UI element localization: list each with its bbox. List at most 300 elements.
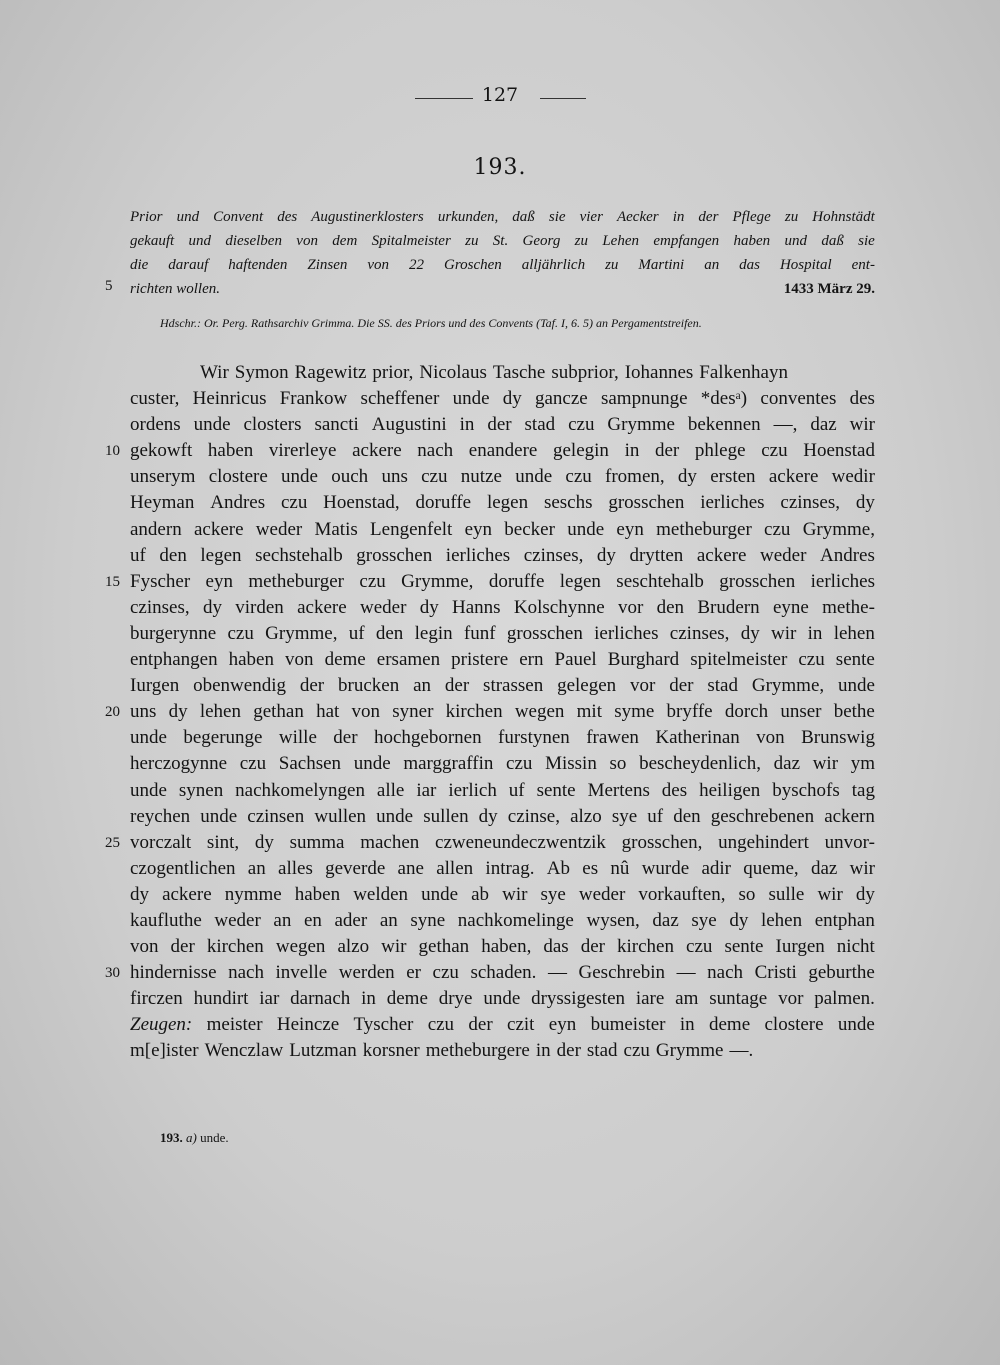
body-line (130, 490, 875, 516)
word: am (675, 988, 699, 1010)
word: czu (239, 753, 267, 775)
word: sente (536, 779, 576, 801)
word: ouch (331, 466, 369, 488)
word: unde (515, 466, 553, 488)
word: czu (568, 414, 595, 436)
word: brucken (338, 675, 400, 697)
word: weder (759, 544, 807, 566)
word: wedir (831, 466, 875, 488)
word: czinses, (130, 596, 190, 618)
word: ackere (696, 544, 747, 566)
word: daz (773, 753, 801, 775)
body-line (130, 856, 875, 882)
word: frawen (586, 727, 639, 749)
word: czweneundeczwentzik (435, 831, 606, 853)
word: Zeugen: (130, 1014, 193, 1036)
word: sulle (768, 883, 805, 905)
body-line (130, 1038, 875, 1064)
word: czu (432, 962, 459, 984)
word: hochgebornen (373, 727, 482, 749)
word: ym (850, 753, 875, 775)
word: unde (130, 727, 167, 749)
word: daz (810, 857, 838, 879)
word: closters (243, 414, 302, 436)
word: ierliches (810, 570, 875, 592)
word: der (655, 440, 680, 462)
word: es (582, 857, 599, 879)
word: des (661, 779, 688, 801)
word: Lehen (602, 233, 639, 249)
word: bekennen (687, 414, 761, 436)
word: Mertens (587, 779, 650, 801)
word: Grymme, (802, 518, 875, 540)
word: sancti (314, 414, 359, 436)
word: daz (652, 909, 679, 931)
word: dy (478, 805, 498, 827)
word: prior, (372, 362, 414, 383)
word: Iohannes (624, 362, 694, 383)
word: unde (421, 883, 459, 905)
word: haben (733, 233, 771, 249)
word: ackere (352, 440, 402, 462)
word: nach (228, 962, 264, 984)
word: der (580, 936, 605, 958)
word: schaden. (470, 962, 537, 984)
word: Katherinan (655, 727, 740, 749)
word: bethe (833, 701, 875, 723)
word: von (285, 649, 314, 671)
word: Heyman (130, 492, 195, 514)
word: metheburger (656, 518, 752, 540)
word: vorkauften, (638, 883, 726, 905)
word: alljährlich (521, 257, 586, 273)
word: Prior (130, 209, 163, 225)
word: unde (376, 805, 414, 827)
footnote-number: 193. (160, 1130, 183, 1145)
word: uf (348, 622, 365, 644)
body-line (130, 595, 875, 621)
word: iar (259, 988, 280, 1010)
word: Zinsen (307, 257, 348, 273)
word: unde (200, 805, 238, 827)
word: seschtehalb (616, 570, 704, 592)
header-rule-left (415, 98, 473, 99)
word: dem (332, 233, 358, 249)
word: deme (386, 988, 428, 1010)
word: und (784, 233, 807, 249)
word: dorch (724, 701, 769, 723)
word: ackere (297, 596, 347, 618)
word: unde (837, 1014, 875, 1036)
word: hundirt (193, 988, 249, 1010)
word: deme (708, 1014, 751, 1036)
word: an (247, 857, 266, 879)
word: phlege (694, 440, 746, 462)
word: czu (686, 936, 713, 958)
word: Frankow (279, 388, 348, 410)
word: in (807, 622, 823, 644)
word: iare (635, 988, 665, 1010)
word: deme (324, 649, 366, 671)
regest-line (130, 205, 875, 229)
word: uf (647, 805, 664, 827)
word: czinse, (507, 805, 560, 827)
word: Hohnstädt (812, 209, 875, 225)
word: Sachsen (278, 753, 342, 775)
word: gelegen (557, 675, 617, 697)
word: firczen (130, 988, 183, 1010)
word: in (624, 440, 640, 462)
word: dieselben (225, 233, 282, 249)
word: Missin (545, 753, 597, 775)
word: von (367, 257, 390, 273)
body-line (130, 517, 875, 543)
word: von (756, 727, 785, 749)
word: entphan (814, 909, 875, 931)
word: ierliches (445, 544, 511, 566)
word: darauf (168, 257, 209, 273)
word: czinses, (669, 622, 730, 644)
word: dy (419, 596, 439, 618)
line-number-marker: 20 (105, 704, 120, 721)
word: wegen (514, 701, 565, 723)
word: burgerynne (130, 622, 217, 644)
document-body (130, 360, 875, 1065)
word: so (609, 753, 627, 775)
word: nymme (224, 883, 282, 905)
word: weder (255, 518, 303, 540)
word: czu (280, 492, 308, 514)
word: Falkenhayn (699, 362, 788, 383)
word: czu (359, 570, 386, 592)
word: Ab (546, 857, 571, 879)
word: an (704, 257, 720, 273)
word: legen (200, 544, 242, 566)
word: ierliches (700, 492, 765, 514)
body-line (130, 725, 875, 751)
word: czu (761, 440, 788, 462)
word: uns (130, 701, 157, 723)
word: weder (214, 909, 261, 931)
word: nachkomelyngen (235, 779, 365, 801)
word: legin (414, 622, 453, 644)
body-line (130, 804, 875, 830)
word: wir (849, 857, 875, 879)
word: wir (502, 883, 528, 905)
word: obenwendig (193, 675, 286, 697)
word: sie (858, 233, 875, 249)
word: dryssigesten (531, 988, 626, 1010)
word: dy (855, 492, 875, 514)
word: mit (576, 701, 602, 723)
word: — (676, 962, 696, 984)
word: eyn (464, 518, 493, 540)
word: czu (764, 518, 791, 540)
word: grosschen, (621, 831, 703, 853)
word: Andres (819, 544, 875, 566)
word: dy (740, 622, 760, 644)
body-line (130, 360, 875, 386)
word: meister (206, 1014, 263, 1036)
word: vor (630, 675, 656, 697)
word: wir (771, 622, 797, 644)
word: virerleye (268, 440, 337, 462)
word: funf (463, 622, 496, 644)
word: daz (810, 414, 837, 436)
word: suntage (709, 988, 768, 1010)
word: zu (784, 209, 799, 225)
word: seschs (543, 492, 593, 514)
word: Grymme (607, 414, 675, 436)
word: bryffe (666, 701, 713, 723)
word: Ragewitz (294, 362, 367, 383)
word: stad (707, 675, 738, 697)
word: becker (504, 518, 555, 540)
body-line (130, 960, 875, 986)
body-line (130, 647, 875, 673)
word: unde (193, 414, 231, 436)
word: haben, (481, 936, 532, 958)
word: haben (294, 883, 341, 905)
body-line (130, 621, 875, 647)
word: ordens (130, 414, 181, 436)
document-date: 1433 März 29. (783, 281, 875, 297)
body-line (130, 543, 875, 569)
word: an (379, 909, 398, 931)
footnote (160, 1130, 229, 1146)
word: —, (773, 414, 798, 436)
word: ane (397, 857, 424, 879)
word: und (188, 233, 211, 249)
word: czu (623, 1040, 650, 1062)
regest-line (130, 229, 875, 253)
word: dy (729, 909, 749, 931)
word: Wir (200, 362, 229, 383)
word: *desᵃ) (700, 388, 748, 410)
body-line (130, 778, 875, 804)
word: unser (780, 701, 822, 723)
word: Martini (638, 257, 685, 273)
word: sye (611, 805, 638, 827)
word: dy (202, 596, 222, 618)
word: spitelmeister (690, 649, 788, 671)
word: gancze (535, 388, 588, 410)
word: sullen (423, 805, 469, 827)
word: ungehindert (718, 831, 809, 853)
word: metheburger (248, 570, 345, 592)
word: grosschen (719, 570, 796, 592)
word: herczogynne (130, 753, 228, 775)
word: alle (376, 779, 405, 801)
word: Tasche (492, 362, 546, 383)
word: uf (508, 779, 525, 801)
word: enandere (468, 440, 538, 462)
word: Hoenstad (803, 440, 875, 462)
word: wir (849, 414, 875, 436)
word: Kolschynne (513, 596, 605, 618)
word: allen (436, 857, 474, 879)
word: haben (228, 649, 274, 671)
word: zu (465, 233, 479, 249)
word: marggraffin (403, 753, 494, 775)
footnote-text: unde. (200, 1130, 229, 1145)
word: der (698, 209, 719, 225)
word: Wenczlaw (204, 1040, 284, 1062)
word: byschofs (772, 779, 840, 801)
word: drye (438, 988, 473, 1010)
body-line (130, 1012, 875, 1038)
word: sente (835, 649, 875, 671)
body-line (130, 438, 875, 464)
word: strassen (483, 675, 544, 697)
word: korsner (362, 1040, 420, 1062)
word: conventes (760, 388, 837, 410)
word: en (303, 909, 322, 931)
word: der (468, 1014, 493, 1036)
word: adir (701, 857, 731, 879)
word: vor (778, 988, 804, 1010)
word: Pflege (732, 209, 771, 225)
body-line (130, 830, 875, 856)
word: bumeister (590, 1014, 666, 1036)
word: unde (281, 466, 318, 488)
word: Heinricus (192, 388, 267, 410)
word: der (556, 1040, 581, 1062)
word: synen (178, 779, 224, 801)
word: Tyscher (353, 1014, 414, 1036)
word: kaufluthe (130, 909, 202, 931)
word: Augustinerklosters (311, 209, 424, 225)
word: Grymme, (265, 622, 338, 644)
word: geburthe (808, 962, 875, 984)
word: nicht (836, 936, 875, 958)
word: ader (334, 909, 368, 931)
line-number-marker: 10 (105, 443, 120, 460)
word: Hoenstad, (323, 492, 400, 514)
word: 22 (409, 257, 425, 273)
word: werden (338, 962, 395, 984)
word: in (535, 1040, 551, 1062)
word: ackere (162, 883, 212, 905)
word: czinsen (247, 805, 305, 827)
word: czinses, (523, 544, 584, 566)
word: sie (548, 209, 566, 225)
word: wurde (641, 857, 690, 879)
word: alles (278, 857, 313, 879)
word: das (739, 257, 760, 273)
word: ern (519, 649, 544, 671)
word: sye (540, 883, 566, 905)
word: Grymme (655, 1040, 724, 1062)
word: —. (729, 1040, 754, 1062)
word: nach (707, 962, 744, 984)
word: grosschen (608, 492, 685, 514)
source-note: Hdschr.: Or. Perg. Rathsarchiv Grimma. Die SS. des Priors und des Convents (Taf. I, 6. 5) an Pergamentstreifen. (160, 316, 702, 330)
word: der (444, 675, 470, 697)
word: czu (421, 466, 448, 488)
word: den (375, 622, 404, 644)
word: vor (617, 596, 644, 618)
word: den (673, 805, 701, 827)
word: lehen (199, 701, 241, 723)
word: summa (289, 831, 345, 853)
word: weder (578, 883, 626, 905)
body-line (130, 569, 875, 595)
word: der (669, 675, 694, 697)
word: dy (855, 883, 875, 905)
word: zu (605, 257, 619, 273)
word: darnach (290, 988, 351, 1010)
word: kirchen (617, 936, 674, 958)
word: wille (278, 727, 317, 749)
regest-line: richten wollen. (130, 281, 220, 297)
word: von (296, 233, 318, 249)
word: clostere (208, 466, 268, 488)
word: in (361, 988, 376, 1010)
word: fromen, (605, 466, 665, 488)
word: unde (838, 675, 875, 697)
word: sampnunge (600, 388, 688, 410)
word: clostere (764, 1014, 824, 1036)
word: geschrebenen (710, 805, 815, 827)
word: empfangen (653, 233, 720, 249)
word: vorczalt (130, 831, 192, 853)
word: nach (417, 440, 454, 462)
word: Matis (314, 518, 358, 540)
word: sye (691, 909, 717, 931)
word: kirchen (206, 936, 264, 958)
word: Cristi (754, 962, 797, 984)
word: Nicolaus (419, 362, 487, 383)
word: Grymme, (401, 570, 474, 592)
body-line (130, 934, 875, 960)
word: m[e]ister (130, 1040, 199, 1062)
word: czogentlichen (130, 857, 236, 879)
regest (130, 205, 875, 301)
word: von (351, 701, 381, 723)
word: tag (851, 779, 875, 801)
word: gekauft (130, 233, 175, 249)
word: unde (483, 988, 521, 1010)
word: eyn (205, 570, 233, 592)
word: ackern (824, 805, 875, 827)
word: ent- (851, 257, 875, 273)
word: begerunge (183, 727, 263, 749)
word: und (176, 209, 200, 225)
body-line (130, 386, 875, 412)
word: Symon (234, 362, 289, 383)
word: daß (821, 233, 844, 249)
word: iar (416, 779, 437, 801)
word: Burghard (607, 649, 680, 671)
word: grosschen (506, 622, 583, 644)
word: wullen (314, 805, 367, 827)
word: andern (130, 518, 182, 540)
word: hindernisse (130, 962, 217, 984)
word: czu (427, 1014, 455, 1036)
word: die (130, 257, 149, 273)
word: Convent (213, 209, 264, 225)
word: bescheydenlich, (639, 753, 761, 775)
word: — (547, 962, 567, 984)
word: in (672, 209, 685, 225)
word: lehen (760, 909, 803, 931)
word: Aecker (616, 209, 659, 225)
word: Iurgen (130, 675, 180, 697)
page-header (0, 84, 1000, 110)
word: der (299, 675, 325, 697)
word: ersamen (376, 649, 441, 671)
